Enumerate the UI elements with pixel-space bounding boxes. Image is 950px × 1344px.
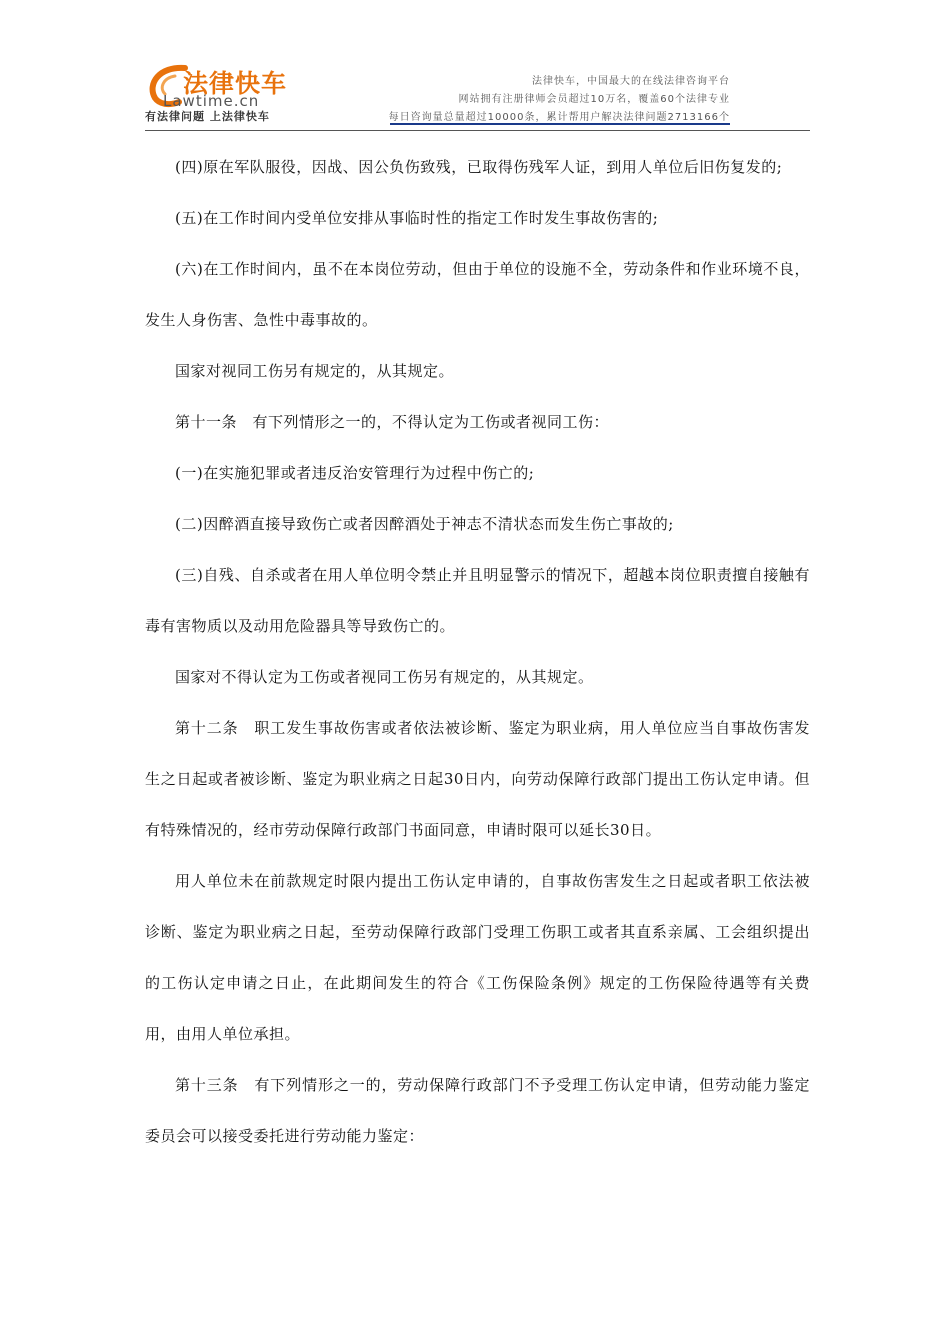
header-accent-line — [390, 123, 730, 125]
paragraph: (五)在工作时间内受单位安排从事临时性的指定工作时发生事故伤害的; — [175, 209, 659, 227]
paragraph: (六)在工作时间内，虽不在本岗位劳动，但由于单位的设施不全，劳动条件和作业环境不良，发生人身伤害、急性中毒事故的。 — [145, 260, 810, 329]
paragraph: 第十一条 有下列情形之一的，不得认定为工伤或者视同工伤： — [175, 413, 610, 431]
header-tagline-3: 每日咨询量总量超过10000条，累计帮用户解决法律问题2713166个 — [388, 112, 730, 123]
paragraph: (二)因醉酒直接导致伤亡或者因醉酒处于神志不清状态而发生伤亡事故的; — [175, 515, 674, 533]
paragraph: 用人单位未在前款规定时限内提出工伤认定申请的，自事故伤害发生之日起或者职工依法被诊断、鉴定为职业病之日起，至劳动保障行政部门受理工伤职工或者其直系亲属、工会组织提出的工伤认定申请之日止，在此期间发生的符合《工伤保险条例》规定的工伤保险待遇等有关费用，由用人单位承担。 — [145, 872, 810, 1043]
paragraph: (三)自残、自杀或者在用人单位明令禁止并且明显警示的情况下，超越本岗位职责擅自接触有毒有害物质以及动用危险器具等导致伤亡的。 — [145, 566, 810, 635]
paragraph: 第十三条 有下列情形之一的，劳动保障行政部门不予受理工伤认定申请，但劳动能力鉴定委员会可以接受委托进行劳动能力鉴定： — [145, 1076, 810, 1145]
document-body — [145, 142, 810, 1162]
paragraph: 第十二条 职工发生事故伤害或者依法被诊断、鉴定为职业病，用人单位应当自事故伤害发生之日起或者被诊断、鉴定为职业病之日起30日内，向劳动保障行政部门提出工伤认定申请。但有特殊情况的，经市劳动保障行政部门书面同意，申请时限可以延长30日。 — [145, 719, 810, 839]
logo-slogan: 有法律问题 上法律快车 — [145, 110, 270, 123]
header-tagline-1: 法律快车，中国最大的在线法律咨询平台 — [532, 76, 730, 87]
paragraph: (一)在实施犯罪或者违反治安管理行为过程中伤亡的; — [175, 464, 535, 482]
logo-domain: Lawtime.cn — [163, 92, 260, 110]
header-divider — [145, 130, 810, 131]
paragraph: 国家对不得认定为工伤或者视同工伤另有规定的，从其规定。 — [175, 668, 594, 686]
page-header — [145, 60, 810, 132]
logo-chinese-name: 法律快车 — [183, 69, 288, 98]
lawtime-logo[interactable] — [145, 60, 305, 122]
paragraph: 国家对视同工伤另有规定的，从其规定。 — [175, 362, 455, 380]
header-tagline-2: 网站拥有注册律师会员超过10万名，覆盖60个法律专业 — [458, 94, 730, 105]
paragraph: (四)原在军队服役，因战、因公负伤致残，已取得伤残军人证，到用人单位后旧伤复发的; — [175, 158, 783, 176]
